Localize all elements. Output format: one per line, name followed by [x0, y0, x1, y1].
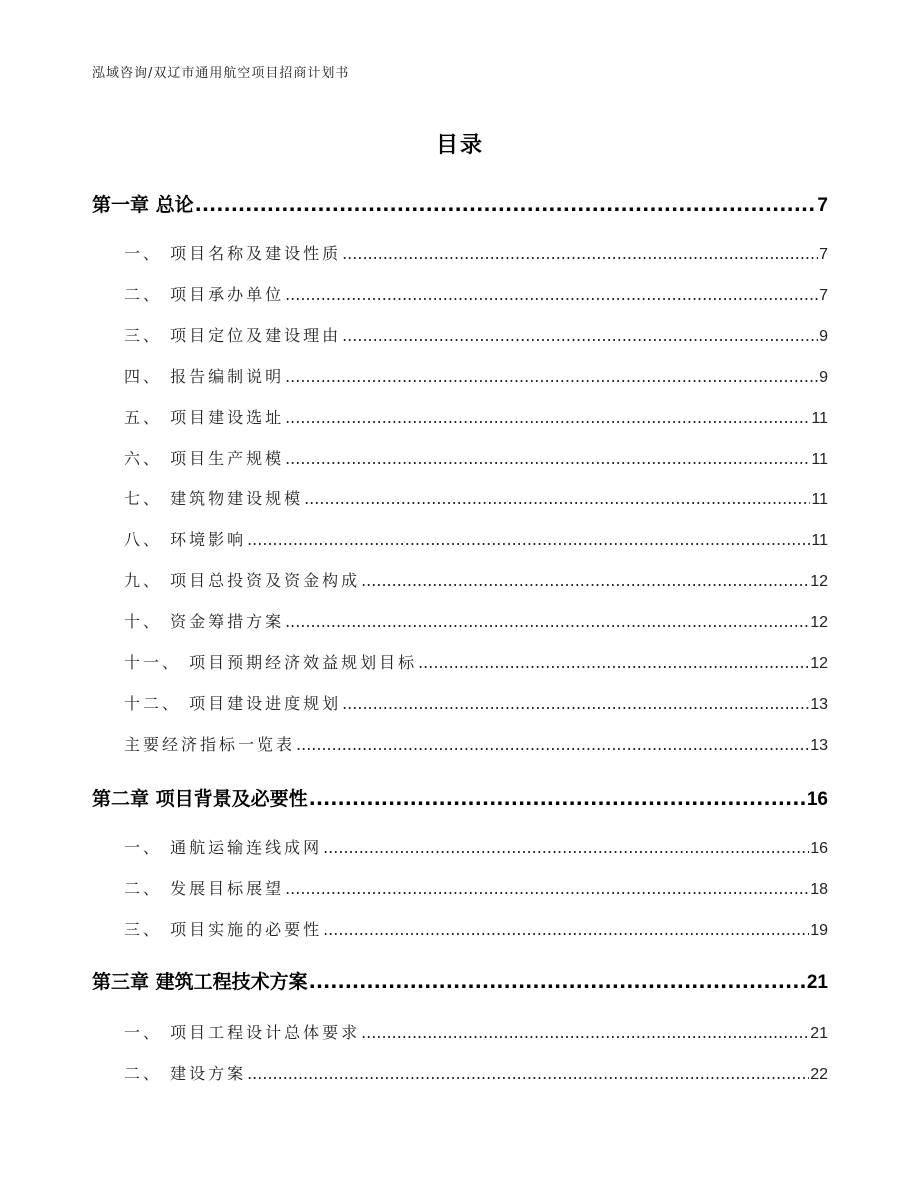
toc-section-entry[interactable]	[124, 1020, 828, 1043]
toc-page-number: 9	[819, 369, 828, 386]
dot-leader	[285, 367, 818, 386]
dot-leader	[342, 326, 818, 345]
toc-entry-label: 五、 项目建设选址	[124, 408, 285, 427]
toc-page-number: 11	[811, 532, 828, 549]
toc-section-entry[interactable]	[124, 405, 828, 428]
toc-entry-label: 十二、 项目建设进度规划	[124, 694, 342, 713]
dot-leader	[285, 408, 810, 427]
dot-leader	[323, 838, 809, 857]
toc-entry-label: 第二章 项目背景及必要性	[92, 788, 308, 810]
toc-chapter-entry[interactable]	[92, 967, 828, 994]
toc-entry-label: 三、 项目定位及建设理由	[124, 326, 342, 345]
dot-leader	[418, 653, 809, 672]
dot-leader	[285, 449, 810, 468]
toc-page-number: 11	[811, 410, 828, 427]
toc-title: 目录	[435, 133, 484, 158]
toc-page-number: 11	[811, 451, 828, 468]
toc-entry-label: 二、 项目承办单位	[124, 285, 285, 304]
dot-leader	[304, 489, 810, 508]
toc-entry-label: 一、 通航运输连线成网	[124, 838, 323, 857]
running-header: 泓域咨询/双辽市通用航空项目招商计划书	[92, 66, 350, 81]
dot-leader	[342, 244, 818, 263]
toc-page-number: 16	[806, 789, 828, 810]
toc-page-number: 11	[811, 491, 828, 508]
dot-leader	[309, 971, 806, 993]
dot-leader	[296, 735, 809, 754]
dot-leader	[285, 879, 809, 898]
toc-entry-label: 九、 项目总投资及资金构成	[124, 571, 361, 590]
toc-page-number: 12	[810, 614, 828, 631]
toc-page-number: 21	[806, 972, 828, 993]
toc-page-number: 13	[810, 737, 828, 754]
toc-entry-label: 主要经济指标一览表	[124, 735, 296, 754]
toc-section-entry[interactable]	[124, 282, 828, 305]
toc-section-entry[interactable]	[124, 650, 828, 673]
toc-page-number: 12	[810, 573, 828, 590]
toc-section-entry[interactable]	[124, 917, 828, 940]
toc-page-number: 22	[810, 1066, 828, 1083]
toc-entry-label: 第一章 总论	[92, 194, 194, 216]
toc-entry-label: 二、 发展目标展望	[124, 879, 285, 898]
toc-section-entry[interactable]	[124, 527, 828, 550]
toc-entry-label: 四、 报告编制说明	[124, 367, 285, 386]
dot-leader	[342, 694, 809, 713]
toc-section-entry[interactable]	[124, 486, 828, 509]
toc-entry-label: 八、 环境影响	[124, 530, 247, 549]
toc-section-entry[interactable]	[124, 1061, 828, 1084]
toc-entry-label: 三、 项目实施的必要性	[124, 920, 323, 939]
toc-page-number: 16	[810, 840, 828, 857]
toc-entry-label: 第三章 建筑工程技术方案	[92, 971, 308, 993]
toc-section-entry[interactable]	[124, 691, 828, 714]
toc-section-entry[interactable]	[124, 241, 828, 264]
dot-leader	[361, 571, 809, 590]
toc-entry-label: 十、 资金筹措方案	[124, 612, 285, 631]
toc-page-number: 7	[819, 246, 828, 263]
toc-section-entry[interactable]	[124, 609, 828, 632]
toc-entry-label: 一、 项目名称及建设性质	[124, 244, 342, 263]
dot-leader	[195, 194, 817, 216]
dot-leader	[285, 285, 818, 304]
toc-section-entry[interactable]	[124, 876, 828, 899]
toc-entry-label: 十一、 项目预期经济效益规划目标	[124, 653, 418, 672]
dot-leader	[361, 1023, 809, 1042]
toc-page-number: 21	[810, 1025, 828, 1042]
toc-section-entry[interactable]	[124, 446, 828, 469]
dot-leader	[309, 788, 806, 810]
toc-page-number: 19	[810, 922, 828, 939]
toc-section-entry[interactable]	[124, 568, 828, 591]
dot-leader	[247, 530, 810, 549]
toc-chapter-entry[interactable]	[92, 190, 828, 217]
dot-leader	[247, 1064, 809, 1083]
toc-entry-label: 二、 建设方案	[124, 1064, 247, 1083]
toc-chapter-entry[interactable]	[92, 784, 828, 811]
toc-entry-label: 七、 建筑物建设规模	[124, 489, 304, 508]
toc-page-number: 7	[819, 287, 828, 304]
toc-page-number: 13	[810, 696, 828, 713]
toc-entry-label: 六、 项目生产规模	[124, 449, 285, 468]
toc-page-number: 12	[810, 655, 828, 672]
toc-entry-label: 一、 项目工程设计总体要求	[124, 1023, 361, 1042]
toc-section-entry[interactable]	[124, 323, 828, 346]
toc-section-entry[interactable]	[124, 732, 828, 755]
toc-page-number: 7	[817, 195, 828, 216]
toc-page-number: 18	[810, 881, 828, 898]
toc-section-entry[interactable]	[124, 835, 828, 858]
toc-page-number: 9	[819, 328, 828, 345]
dot-leader	[323, 920, 809, 939]
toc-section-entry[interactable]	[124, 364, 828, 387]
dot-leader	[285, 612, 809, 631]
